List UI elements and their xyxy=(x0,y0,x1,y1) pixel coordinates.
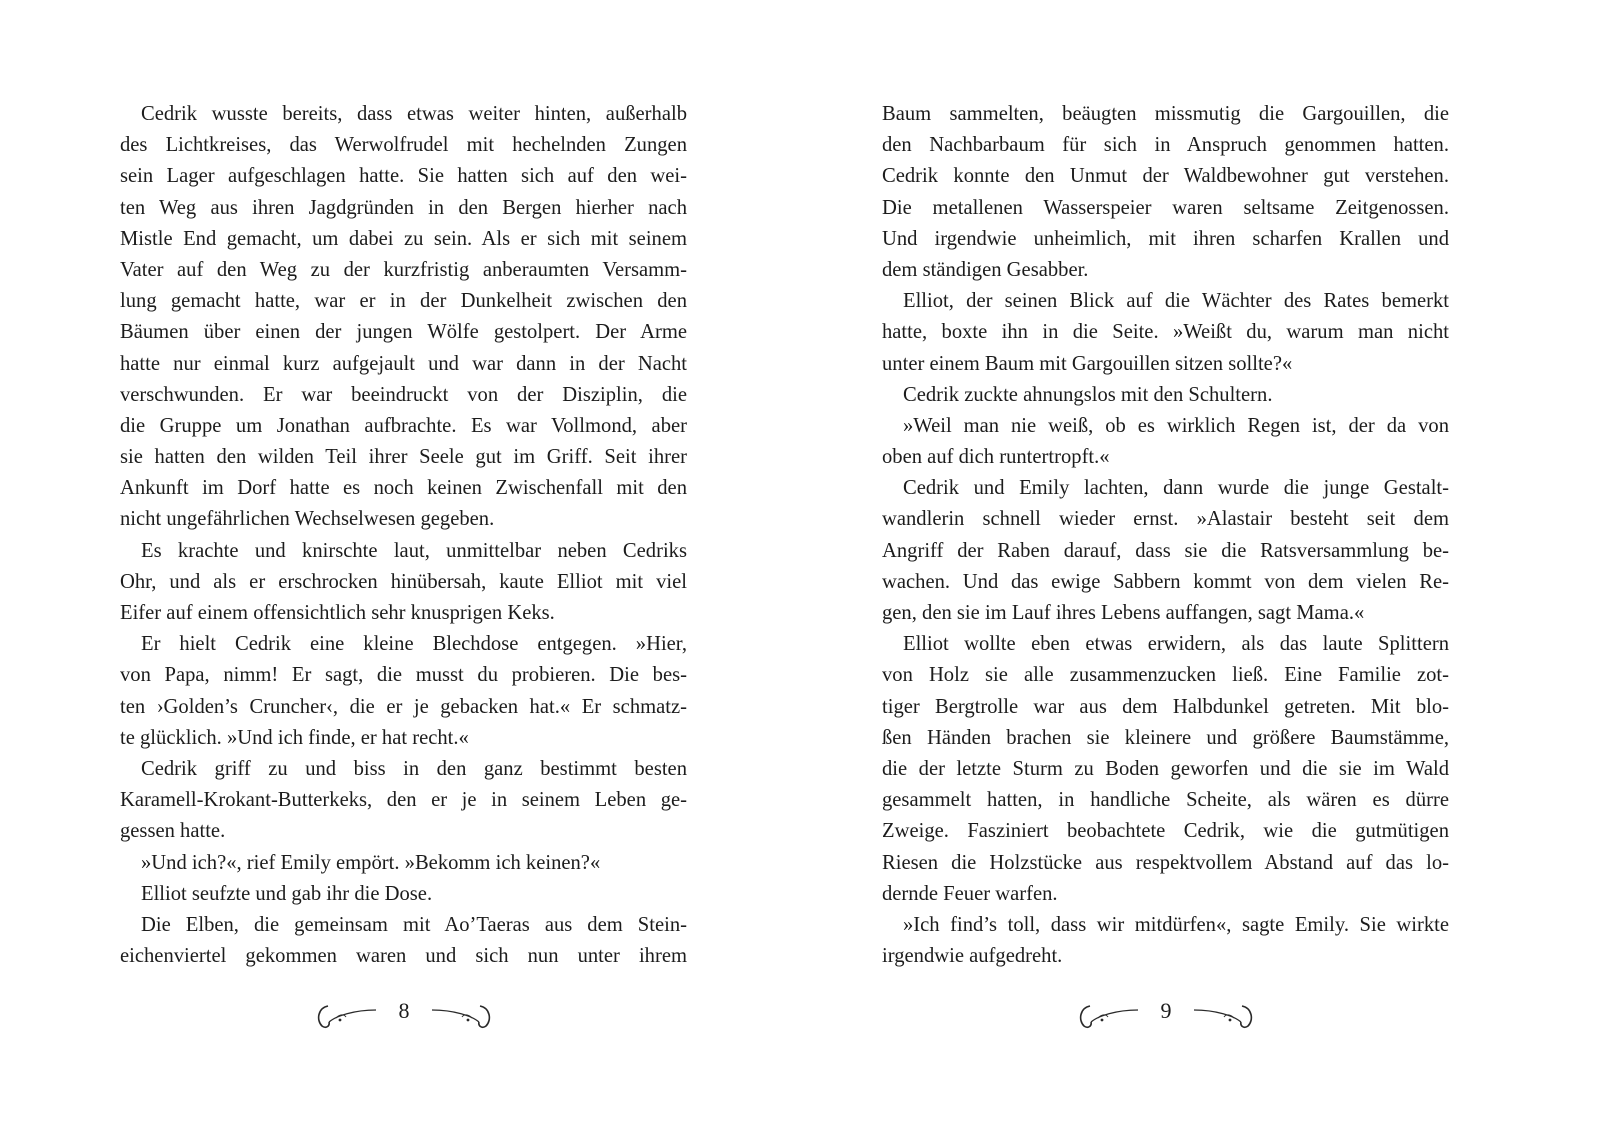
right-page-folio xyxy=(1066,996,1266,1040)
text-line: Und irgendwie unheimlich, mit ihren scharfen Krallen und xyxy=(882,227,1449,250)
text-line: hatte, boxte ihn in die Seite. »Weißt du, warum man nicht xyxy=(882,321,1449,344)
text-line: Riesen die Holzstücke aus respektvollem Abstand auf das lo- xyxy=(882,851,1449,874)
text-line: tiger Bergtrolle war aus dem Halbdunkel getreten. Mit blo- xyxy=(882,695,1449,718)
text-line: Baum sammelten, beäugten missmutig die Gargouillen, die xyxy=(882,103,1449,125)
text-line: die der letzte Sturm zu Boden geworfen und die sie im Wald xyxy=(882,757,1449,780)
text-line: Mistle End gemacht, um dabei zu sein. Als er sich mit seinem xyxy=(120,227,687,250)
text-line: Elliot, der seinen Blick auf die Wächter des Rates bemerkt xyxy=(903,290,1449,313)
text-line: Die Elben, die gemeinsam mit Ao’Taeras aus dem Stein- xyxy=(141,913,687,936)
text-line: ten ›Golden’s Cruncher‹, die er je gebacken hat.« Er schmatz- xyxy=(120,695,687,718)
text-line: Cedrik konnte den Unmut der Waldbewohner gut verstehen. xyxy=(882,165,1449,188)
text-line: des Lichtkreises, das Werwolfrudel mit hechelnden Zungen xyxy=(120,134,687,157)
text-line: dernde Feuer warfen. xyxy=(882,882,1058,905)
text-line: Es krachte und knirschte laut, unmittelbar neben Cedriks xyxy=(141,539,687,562)
flourish-right-icon xyxy=(430,996,494,1036)
text-line: lung gemacht hatte, war er in der Dunkelheit zwischen den xyxy=(120,290,687,313)
text-line: »Weil man nie weiß, ob es wirklich Regen ist, der da von xyxy=(903,414,1449,437)
text-line: Elliot seufzte und gab ihr die Dose. xyxy=(141,882,433,905)
text-line: Zweige. Fasziniert beobachtete Cedrik, wie die gutmütigen xyxy=(882,820,1449,843)
text-line: dem ständigen Gesabber. xyxy=(882,258,1089,281)
text-line: Angriff der Raben darauf, dass sie die Ratsversammlung be- xyxy=(882,539,1449,562)
page-number: 9 xyxy=(1160,998,1172,1023)
text-line: Cedrik wusste bereits, dass etwas weiter hinten, außerhalb xyxy=(141,103,687,125)
text-line: Vater auf den Weg zu der kurzfristig anberaumten Versamm- xyxy=(120,258,687,281)
left-page-folio xyxy=(304,996,504,1040)
text-line: Cedrik und Emily lachten, dann wurde die junge Gestalt- xyxy=(903,477,1449,500)
text-line: oben auf dich runtertropft.« xyxy=(882,446,1110,469)
text-line: Karamell-Krokant-Butterkeks, den er je in seinem Leben ge- xyxy=(120,789,687,812)
text-line: die Gruppe um Jonathan aufbrachte. Es war Vollmond, aber xyxy=(120,414,687,437)
text-line: »Ich find’s toll, dass wir mitdürfen«, sagte Emily. Sie wirkte xyxy=(903,913,1449,936)
text-line: Cedrik griff zu und biss in den ganz bestimmt besten xyxy=(141,757,687,780)
text-line: wachen. Und das ewige Sabbern kommt von dem vielen Re- xyxy=(882,570,1449,593)
text-line: »Und ich?«, rief Emily empört. »Bekomm ich keinen?« xyxy=(141,851,601,874)
text-line: sein Lager aufgeschlagen hatte. Sie hatten sich auf den wei- xyxy=(120,165,687,188)
right-page-text xyxy=(882,99,1449,972)
text-line: gessen hatte. xyxy=(120,820,226,843)
text-line: Ankunft im Dorf hatte es noch keinen Zwischenfall mit den xyxy=(120,477,687,500)
text-line: wandlerin schnell wieder ernst. »Alastair besteht seit dem xyxy=(882,508,1449,531)
text-line: eichenviertel gekommen waren und sich nun unter ihrem xyxy=(120,945,687,968)
text-line: von Papa, nimm! Er sagt, die musst du probieren. Die bes- xyxy=(120,664,687,687)
text-line: ßen Händen brachen sie kleinere und größere Baumstämme, xyxy=(882,726,1449,749)
text-line: den Nachbarbaum für sich in Anspruch genommen hatten. xyxy=(882,134,1449,157)
text-line: nicht ungefährlichen Wechselwesen gegeben. xyxy=(120,508,495,531)
text-line: Die metallenen Wasserspeier waren seltsame Zeitgenossen. xyxy=(882,196,1449,219)
text-line: Ohr, und als er erschrocken hinübersah, kaute Elliot mit viel xyxy=(120,570,687,593)
page-number: 8 xyxy=(398,998,410,1023)
text-line: hatte nur einmal kurz aufgejault und war dann in der Nacht xyxy=(120,352,687,375)
text-line: ten Weg aus ihren Jagdgründen in den Bergen hierher nach xyxy=(120,196,687,219)
text-line: gesammelt hatten, in handliche Scheite, als wären es dürre xyxy=(882,789,1449,812)
text-line: Er hielt Cedrik eine kleine Blechdose entgegen. »Hier, xyxy=(141,633,687,656)
text-line: gen, den sie im Lauf ihres Lebens auffangen, sagt Mama.« xyxy=(882,602,1365,624)
text-line: te glücklich. »Und ich finde, er hat recht.« xyxy=(120,726,469,749)
text-line: Bäumen über einen der jungen Wölfe gestolpert. Der Arme xyxy=(120,321,687,344)
left-page-text xyxy=(120,99,687,972)
text-line: sie hatten den wilden Teil ihrer Seele gut im Griff. Seit ihrer xyxy=(120,446,687,469)
text-line: von Holz sie alle zusammenzucken ließ. Eine Familie zot- xyxy=(882,664,1449,687)
left-page xyxy=(120,99,687,972)
text-line: irgendwie aufgedreht. xyxy=(882,945,1063,968)
text-line: Cedrik zuckte ahnungslos mit den Schultern. xyxy=(903,383,1273,406)
text-line: Eifer auf einem offensichtlich sehr knusprigen Keks. xyxy=(120,602,555,624)
text-line: verschwunden. Er war beeindruckt von der Disziplin, die xyxy=(120,383,687,406)
text-line: unter einem Baum mit Gargouillen sitzen sollte?« xyxy=(882,352,1293,375)
flourish-right-icon xyxy=(1192,996,1256,1036)
right-page xyxy=(882,99,1449,972)
text-line: Elliot wollte eben etwas erwidern, als das laute Splittern xyxy=(903,633,1449,656)
